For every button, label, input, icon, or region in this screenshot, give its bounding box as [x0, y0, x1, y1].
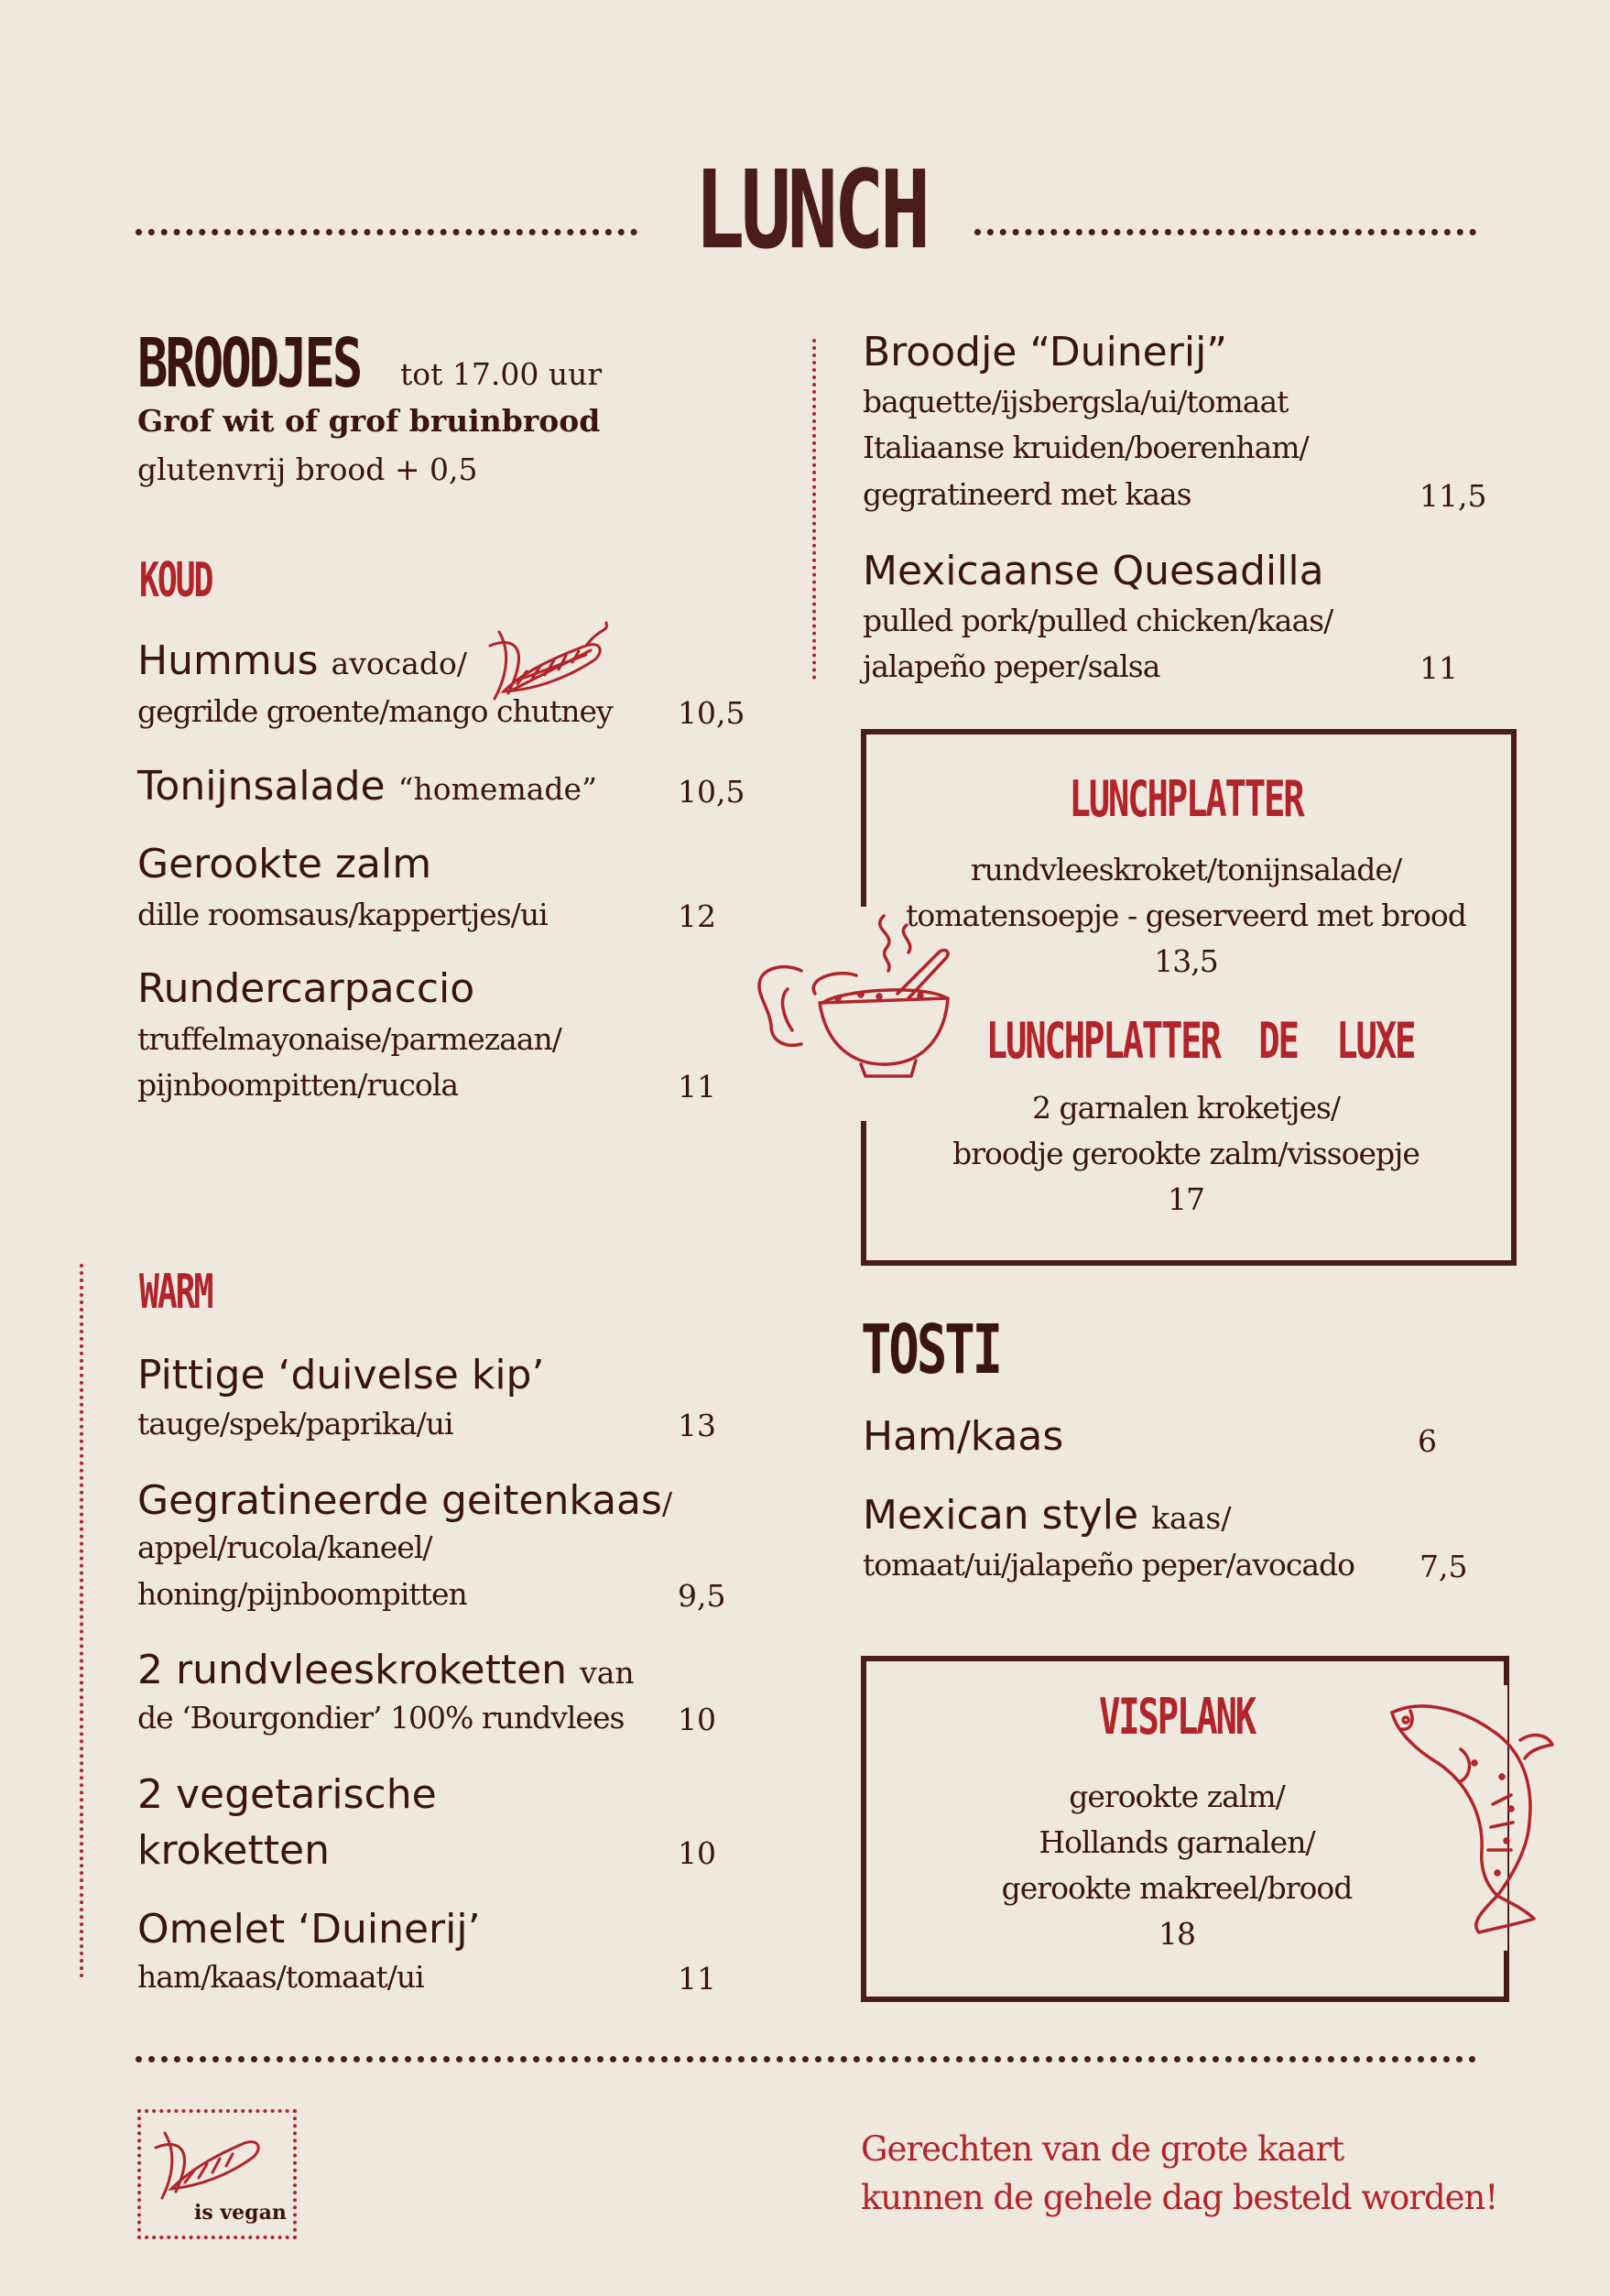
dish-desc: ham/kaas/tomaat/ui: [137, 1959, 424, 1995]
dish-name: Rundercarpaccio: [137, 965, 475, 1012]
soup-bowl-icon: [751, 907, 971, 1090]
dish-price: 11,5: [1420, 478, 1487, 514]
dish-tonijnsalade: [137, 763, 597, 810]
corn-icon: [485, 618, 614, 705]
lunchplatter-desc-2: tomatensoepje - geserveerd met brood: [906, 898, 1466, 933]
dish-name: Hummus: [137, 637, 319, 684]
dish-name: Omelet ‘Duinerij’: [137, 1906, 481, 1953]
dish-price: 10,5: [678, 695, 745, 731]
broodjes-glutenfree: glutenvrij brood + 0,5: [137, 452, 478, 487]
fish-icon: [1374, 1694, 1557, 1942]
visplank-desc-3: gerookte makreel/brood: [1001, 1870, 1353, 1906]
dish-mexican-style: [863, 1492, 1232, 1539]
section-koud-heading: KOUD: [139, 553, 212, 608]
broodjes-time: tot 17.00 uur: [400, 356, 603, 392]
luxe-desc-2: broodje gerookte zalm/vissoepje: [952, 1136, 1420, 1171]
dish-inline: kaas/: [1151, 1500, 1232, 1536]
dish-price: 10: [678, 1702, 716, 1737]
dish-price: 12: [678, 898, 716, 934]
dish-pittige-kip: [137, 1352, 545, 1398]
dish-price: 10,5: [678, 774, 745, 810]
luxe-price: 17: [1168, 1181, 1204, 1217]
dish-ham-kaas: [863, 1413, 1064, 1460]
dish-name: 2 vegetarische: [137, 1771, 437, 1818]
visplank-desc-2: Hollands garnalen/: [1039, 1824, 1315, 1860]
dish-desc: tomaat/ui/jalapeño peper/avocado: [863, 1547, 1355, 1583]
dish-desc: baquette/ijsbergsla/ui/tomaat: [863, 384, 1289, 419]
section-broodjes-heading: BROODJES: [137, 324, 361, 403]
title-dotted-rule-right: [974, 229, 1476, 235]
dish-hummus: [137, 637, 467, 684]
dish-name: Tonijnsalade: [137, 763, 386, 810]
luxe-desc-1: 2 garnalen kroketjes/: [1031, 1090, 1341, 1126]
dish-rundvleeskroketten: [137, 1647, 635, 1693]
footer-dotted-rule: [136, 2056, 1476, 2062]
dish-broodje-duinerij: [863, 329, 1228, 375]
lunchplatter-luxe-title: LUNCHPLATTER DE LUXE: [985, 1012, 1415, 1070]
warm-dotted-rule: [80, 1264, 83, 1978]
dish-desc: jalapeño peper/salsa: [863, 648, 1160, 684]
dish-desc: pijnboompitten/rucola: [137, 1067, 459, 1103]
dish-price: 9,5: [678, 1578, 726, 1614]
dish-price: 6: [1418, 1423, 1437, 1459]
dish-desc: pulled pork/pulled chicken/kaas/: [863, 603, 1333, 638]
dish-inline: “homemade”: [397, 771, 597, 807]
dish-inline: avocado/: [331, 646, 467, 681]
lunchplatter-desc-1: rundvleeskroket/tonijnsalade/: [970, 852, 1402, 887]
visplank-desc-1: gerookte zalm/: [1069, 1779, 1285, 1814]
dish-desc: honing/pijnboompitten: [137, 1576, 467, 1612]
dish-desc: truffelmayonaise/parmezaan/: [137, 1021, 561, 1057]
dish-vegetarische-kroketten: [137, 1771, 437, 1818]
visplank-title: VISPLANK: [1099, 1688, 1255, 1746]
dish-desc: Italiaanse kruiden/boerenham/: [863, 430, 1309, 465]
dish-desc: gegrilde groente/mango chutney: [137, 693, 613, 729]
broodjes-bread: Grof wit of grof bruinbrood: [137, 403, 601, 439]
dish-desc: dille roomsaus/kappertjes/ui: [137, 897, 548, 932]
dish-omelet: [137, 1906, 481, 1953]
corn-icon: [148, 2120, 277, 2203]
dish-name: Mexican style: [863, 1492, 1139, 1539]
dish-price: 11: [678, 1069, 716, 1104]
vegan-stamp: [137, 2109, 297, 2239]
dish-price: 10: [678, 1835, 716, 1871]
dish-name: Ham/kaas: [863, 1413, 1064, 1460]
dish-rundercarpaccio: [137, 965, 475, 1012]
dish-name: Gegratineerde geitenkaas: [137, 1477, 662, 1524]
dish-name: Pittige ‘duivelse kip’: [137, 1352, 545, 1398]
dish-price: 11: [678, 1961, 716, 1997]
dish-name: Broodje “Duinerij”: [863, 329, 1228, 375]
lunchplatter-price: 13,5: [1154, 943, 1218, 979]
dish-gerookte-zalm: [137, 841, 432, 887]
dish-desc: de ‘Bourgondier’ 100% rundvlees: [137, 1700, 625, 1736]
dish-name: 2 rundvleeskroketten: [137, 1647, 568, 1693]
title-dotted-rule-left: [136, 229, 637, 235]
dish-price: 7,5: [1420, 1549, 1468, 1584]
section-tosti-heading: TOSTI: [861, 1311, 1001, 1389]
page-title: LUNCH: [694, 147, 927, 273]
dish-desc: appel/rucola/kaneel/: [137, 1529, 432, 1565]
footer-note-2: kunnen de gehele dag besteld worden!: [861, 2178, 1498, 2217]
dish-quesadilla: [863, 548, 1324, 594]
dish-name-line2: kroketten: [137, 1827, 330, 1874]
dish-inline: /: [661, 1485, 673, 1521]
dish-price: 13: [678, 1408, 716, 1443]
dish-name: Gerookte zalm: [137, 841, 432, 887]
vegan-label: is vegan: [194, 2201, 287, 2225]
footer-note-1: Gerechten van de grote kaart: [861, 2129, 1344, 2169]
dish-geitenkaas: [137, 1477, 673, 1524]
section-warm-heading: WARM: [139, 1265, 212, 1320]
dish-name: Mexicaanse Quesadilla: [863, 548, 1324, 594]
dish-inline: van: [580, 1655, 635, 1691]
visplank-price: 18: [1159, 1916, 1195, 1952]
lunchplatter-title: LUNCHPLATTER: [1069, 770, 1303, 828]
dish-price: 11: [1420, 650, 1458, 686]
dish-desc: tauge/spek/paprika/ui: [137, 1406, 453, 1442]
right-dotted-rule: [812, 339, 816, 680]
dish-desc: gegratineerd met kaas: [863, 476, 1191, 512]
